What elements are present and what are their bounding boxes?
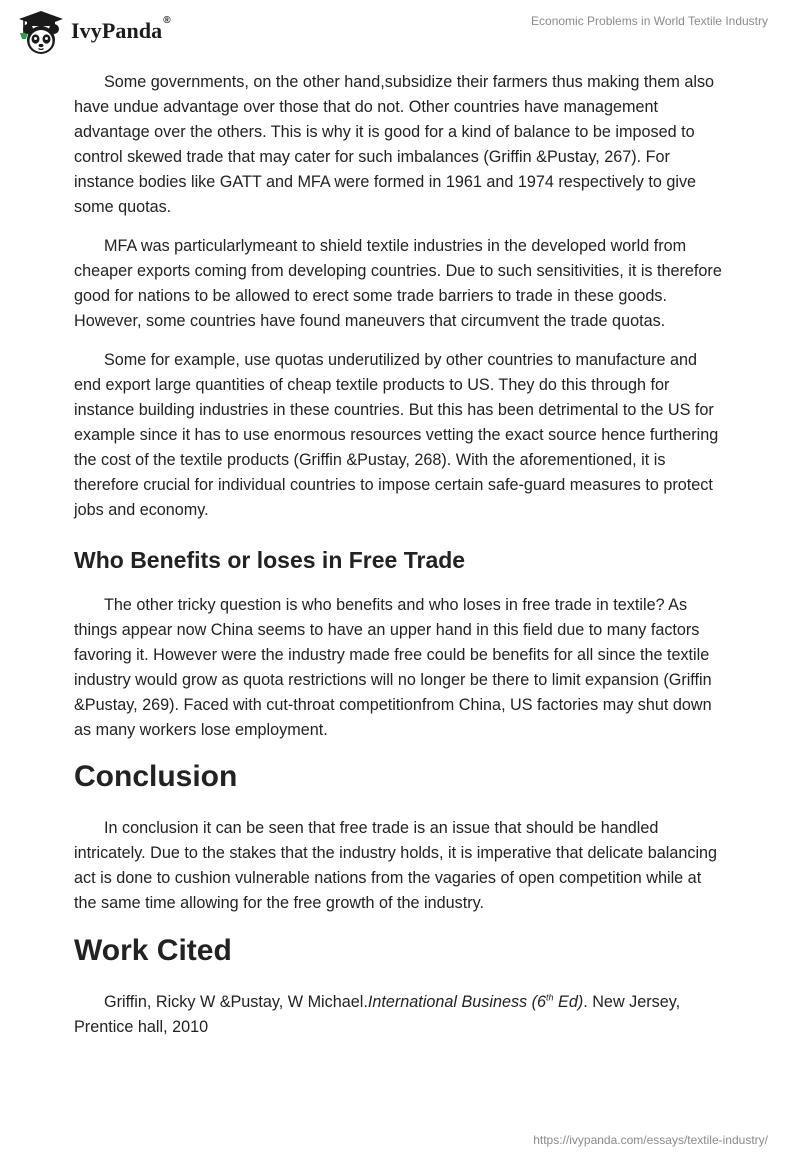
citation-edition-superscript: th [546, 992, 554, 1003]
document-title: Economic Problems in World Textile Industry [531, 14, 768, 28]
registered-mark: ® [163, 15, 171, 26]
page-header [0, 0, 800, 64]
body-paragraph: MFA was particularlymeant to shield textile industries in the developed world from cheaper exports coming from developing countries. Due to such sensitivities, it is therefore good for nations to be allowed to erect some trade barriers to trade in these goods. However, some countries have found maneuvers that circumvent the trade quotas. [74, 237, 722, 330]
section-heading-work-cited: Work Cited [74, 934, 232, 967]
body-paragraph: Some for example, use quotas underutilized by other countries to manufacture and end export large quantities of cheap textile products to US. They do this through for instance building industries in these countries. But this has been detrimental to the US for example since it has to use enormous resources vetting the exact source hence furthering the cost of the textile products (Griffin &Pustay, 268). With the aforementioned, it is therefore crucial for individual countries to impose certain safe-guard measures to protect jobs and economy. [74, 351, 719, 519]
brand-name: IvyPanda® [71, 15, 171, 43]
body-paragraph: Some governments, on the other hand,subsidize their farmers thus making them also have undue advantage over those that do not. Other countries have management advantage over the others. This is why it is good for a kind of balance to be imposed to control skewed trade that may cater for such imbalances (Griffin &Pustay, 267). For instance bodies like GATT and MFA were formed in 1961 and 1974 respectively to give some quotas. [74, 73, 715, 216]
body-paragraph: In conclusion it can be seen that free trade is an issue that should be handled intricately. Due to the stakes that the industry holds, it is imperative that delicate balancing act is done to cushion vulnerable nations from the vagaries of open competition while at the same time allowing for the free growth of the industry. [74, 819, 718, 912]
ivypanda-logo[interactable] [17, 9, 171, 55]
panda-graduation-cap-icon [17, 9, 65, 55]
section-heading-conclusion: Conclusion [74, 760, 238, 793]
source-url[interactable]: https://ivypanda.com/essays/textile-industry/ [533, 1133, 768, 1147]
essay-content [74, 70, 724, 1040]
citation-publisher: . New Jersey, Prentice hall, 2010 [74, 993, 681, 1036]
citation-entry [74, 990, 724, 1040]
section-heading-free-trade: Who Benefits or loses in Free Trade [74, 547, 466, 573]
citation-authors: Griffin, Ricky W &Pustay, W Michael. [104, 993, 368, 1011]
body-paragraph: The other tricky question is who benefits and who loses in free trade in textile? As things appear now China seems to have an upper hand in this field due to many factors favoring it. However were the industry made free could be benefits for all since the textile industry would grow as quota restrictions will no longer be there to limit expansion (Griffin &Pustay, 269). Faced with cut-throat competitionfrom China, US factories may shut down as many workers lose employment. [74, 596, 712, 739]
citation-title: International Business (6th Ed) [367, 992, 584, 1011]
